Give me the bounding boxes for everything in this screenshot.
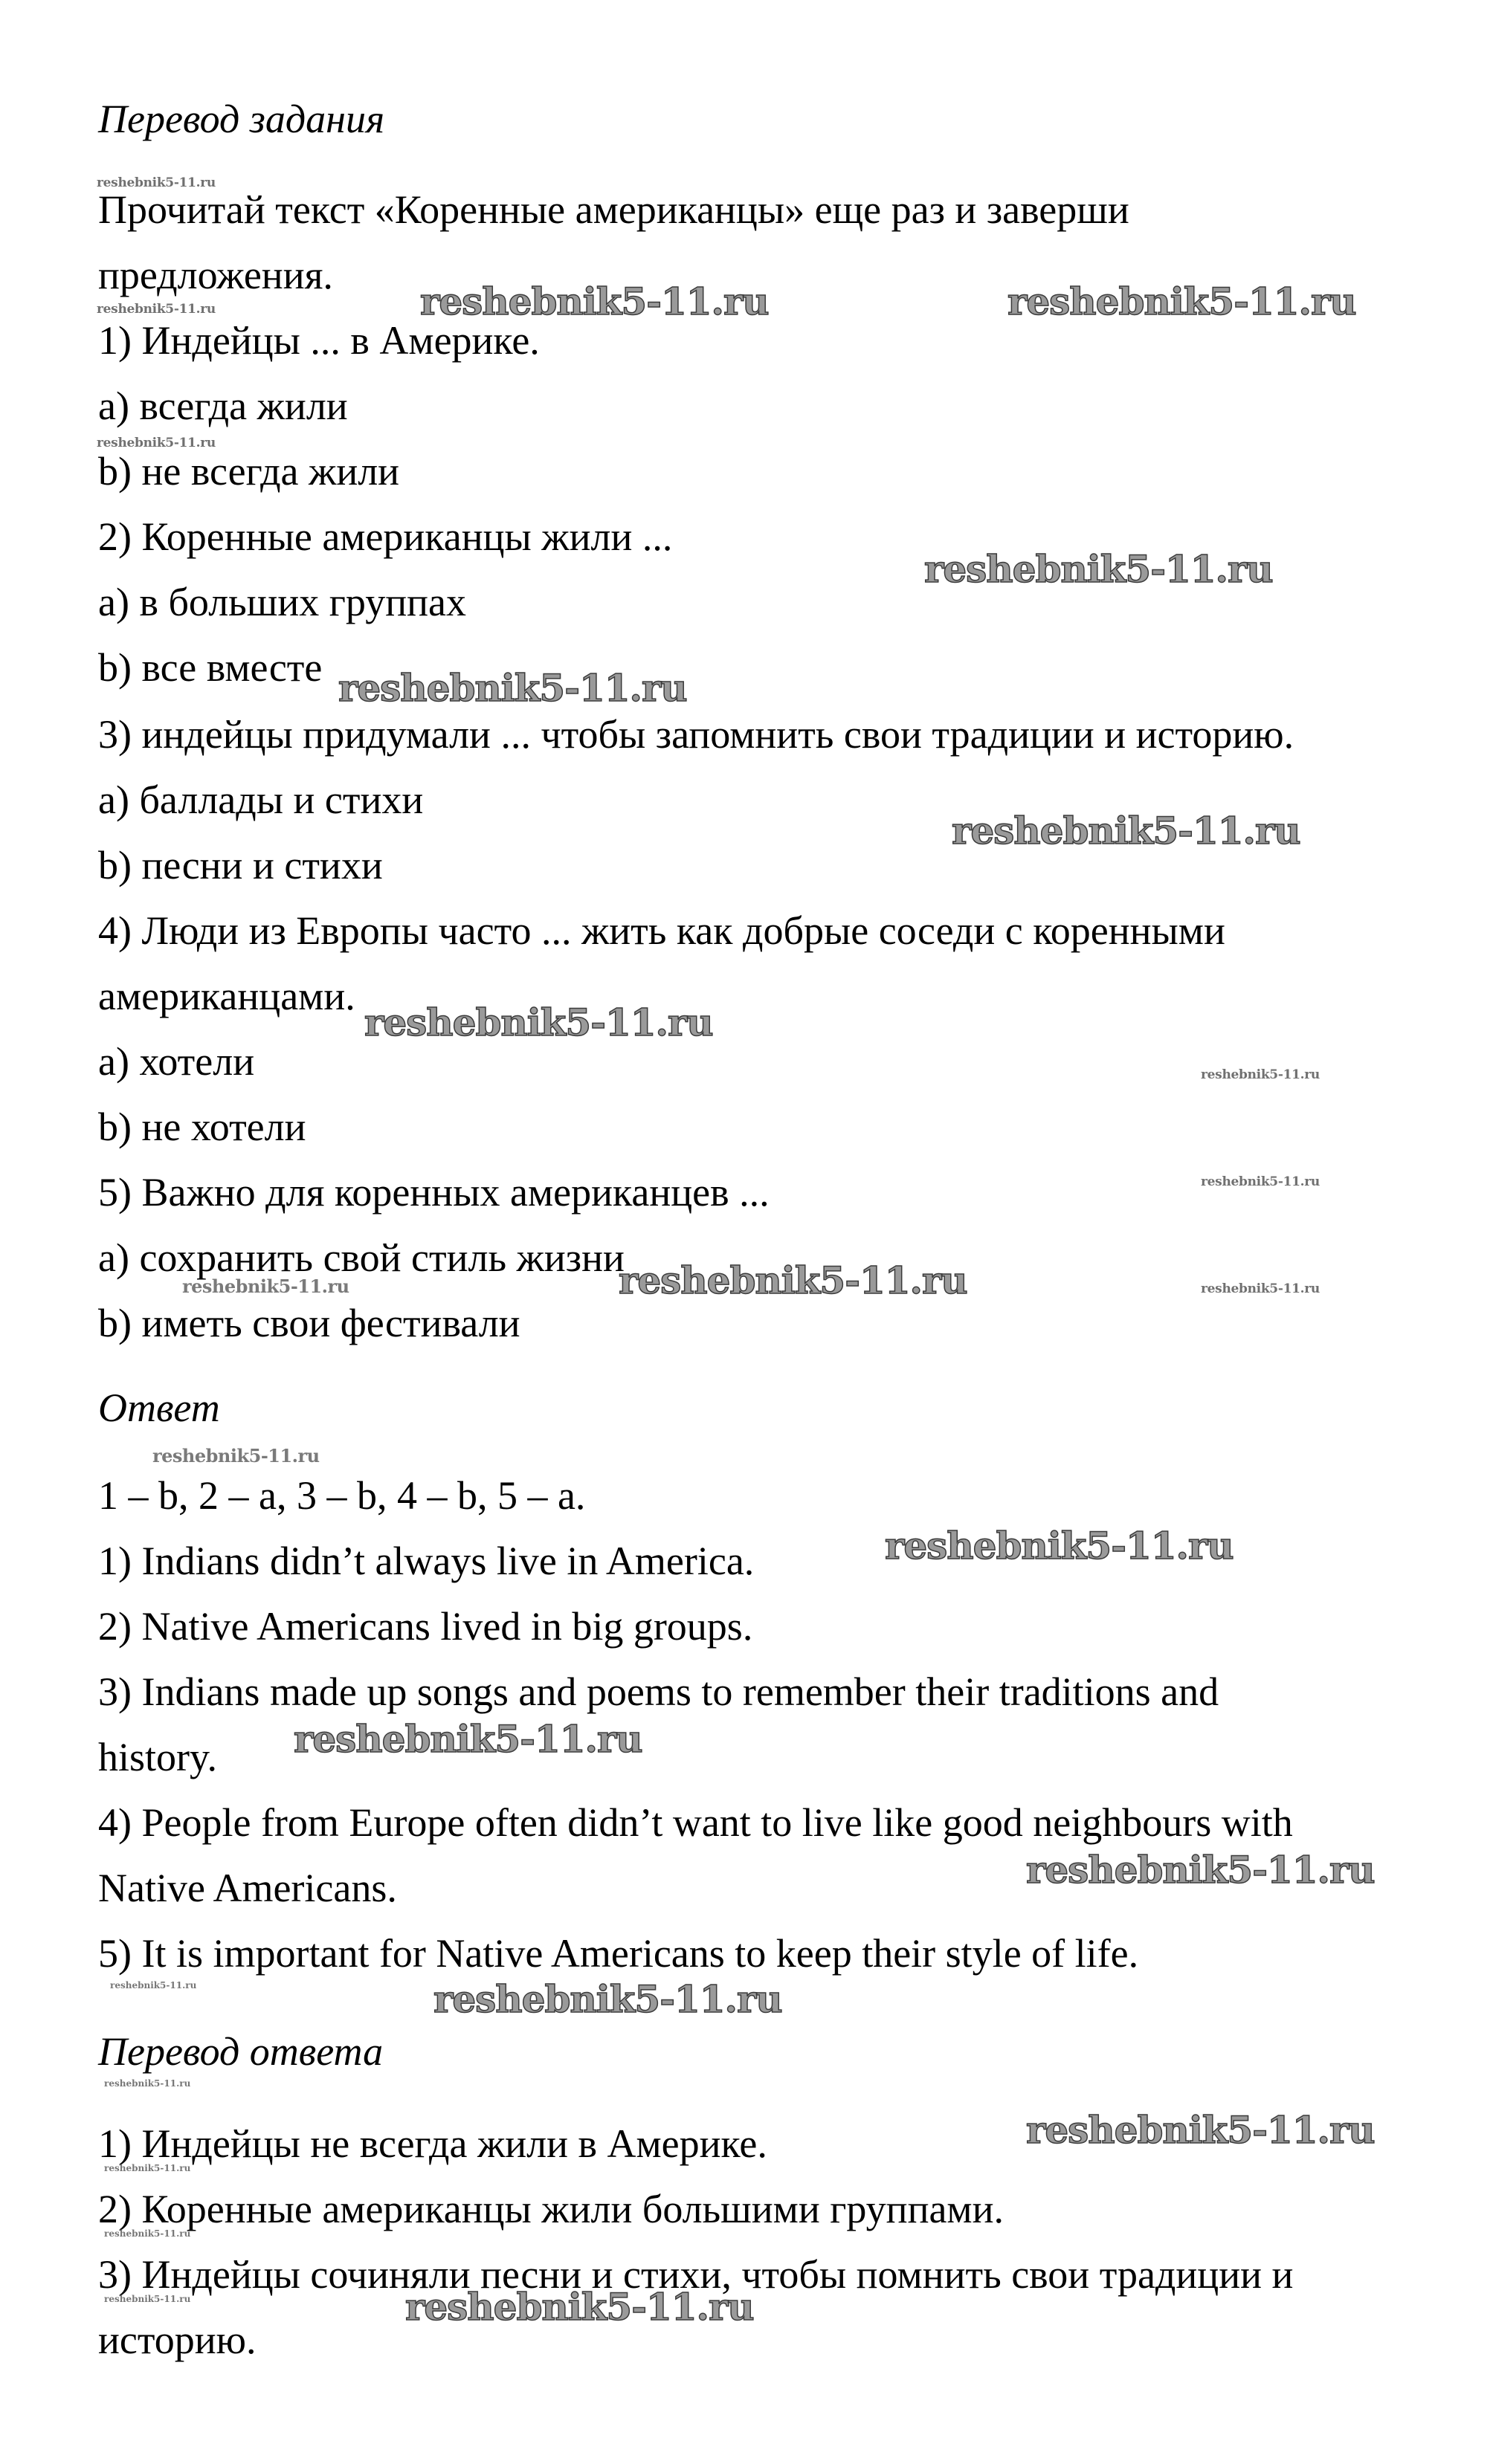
watermark: reshebnik5-11.ru — [885, 1524, 1234, 1568]
watermark: reshebnik5-11.ru — [104, 2163, 191, 2173]
answer-key: 1 – b, 2 – a, 3 – b, 4 – b, 5 – a. — [98, 1473, 586, 1518]
answer-sentence-1: 1) Indians didn’t always live in America. — [98, 1539, 755, 1583]
watermark: reshebnik5-11.ru — [420, 279, 769, 323]
question-4-line-2: американцами. — [98, 974, 355, 1018]
watermark: reshebnik5-11.ru — [97, 436, 216, 450]
watermark: reshebnik5-11.ru — [952, 809, 1300, 853]
answer-sentence-4-line-2: Native Americans. — [98, 1866, 397, 1910]
watermark: reshebnik5-11.ru — [104, 2228, 191, 2239]
watermark: reshebnik5-11.ru — [1201, 1067, 1320, 1082]
answer-sentence-3-line-2: history. — [98, 1735, 217, 1779]
instruction-line-2: предложения. — [98, 253, 333, 297]
answer-sentence-4-line-1: 4) People from Europe often didn’t want to live like good neighbours with — [98, 1800, 1293, 1845]
option-2b: b) все вместе — [98, 645, 323, 690]
question-2: 2) Коренные американцы жили ... — [98, 514, 673, 559]
question-4-line-1: 4) Люди из Европы часто ... жить как добрые соседи с коренными — [98, 908, 1225, 953]
question-5: 5) Важно для коренных американцев ... — [98, 1170, 770, 1215]
watermark: reshebnik5-11.ru — [110, 1980, 197, 1991]
option-5a: a) сохранить свой стиль жизни — [98, 1235, 625, 1280]
watermark: reshebnik5-11.ru — [1007, 279, 1356, 323]
question-3: 3) индейцы придумали ... чтобы запомнить свои традиции и историю. — [98, 712, 1294, 757]
option-4b: b) не хотели — [98, 1105, 306, 1149]
watermark: reshebnik5-11.ru — [104, 2078, 191, 2089]
watermark: reshebnik5-11.ru — [924, 547, 1273, 591]
answer-translation-1: 1) Индейцы не всегда жили в Америке. — [98, 2121, 767, 2166]
watermark: reshebnik5-11.ru — [104, 2294, 191, 2304]
watermark: reshebnik5-11.ru — [338, 666, 687, 710]
watermark: reshebnik5-11.ru — [1026, 2108, 1375, 2152]
watermark: reshebnik5-11.ru — [364, 1000, 713, 1044]
instruction-line-1: Прочитай текст «Коренные американцы» еще раз и заверши — [98, 187, 1129, 232]
watermark: reshebnik5-11.ru — [1201, 1174, 1320, 1189]
answer-translation-3-line-2: историю. — [98, 2318, 257, 2362]
answer-sentence-3-line-1: 3) Indians made up songs and poems to remember their traditions and — [98, 1669, 1219, 1714]
watermark: reshebnik5-11.ru — [294, 1717, 642, 1761]
option-1b: b) не всегда жили — [98, 449, 400, 494]
watermark: reshebnik5-11.ru — [182, 1275, 349, 1297]
question-1: 1) Индейцы ... в Америке. — [98, 318, 540, 363]
option-3b: b) песни и стихи — [98, 843, 383, 887]
option-4a: a) хотели — [98, 1039, 255, 1084]
option-3a: a) баллады и стихи — [98, 777, 424, 822]
option-5b: b) иметь свои фестивали — [98, 1301, 520, 1345]
option-2a: a) в больших группах — [98, 580, 466, 624]
answer-translation-2: 2) Коренные американцы жили большими группами. — [98, 2187, 1005, 2231]
watermark: reshebnik5-11.ru — [405, 2285, 754, 2329]
answer-sentence-2: 2) Native Americans lived in big groups. — [98, 1604, 753, 1649]
watermark: reshebnik5-11.ru — [433, 1977, 782, 2021]
watermark: reshebnik5-11.ru — [1026, 1848, 1375, 1892]
watermark: reshebnik5-11.ru — [97, 175, 216, 190]
watermark: reshebnik5-11.ru — [619, 1258, 967, 1302]
answer-translation-heading: Перевод ответа — [98, 2029, 384, 2074]
watermark: reshebnik5-11.ru — [1201, 1281, 1320, 1296]
option-1a: a) всегда жили — [98, 384, 348, 428]
watermark: reshebnik5-11.ru — [152, 1445, 320, 1467]
answer-translation-3-line-1: 3) Индейцы сочиняли песни и стихи, чтобы помнить свои традиции и — [98, 2252, 1294, 2297]
watermark: reshebnik5-11.ru — [97, 302, 216, 317]
answer-heading: Ответ — [98, 1385, 220, 1430]
task-translation-heading: Перевод задания — [98, 97, 385, 141]
answer-sentence-5: 5) It is important for Native Americans to keep their style of life. — [98, 1931, 1139, 1976]
